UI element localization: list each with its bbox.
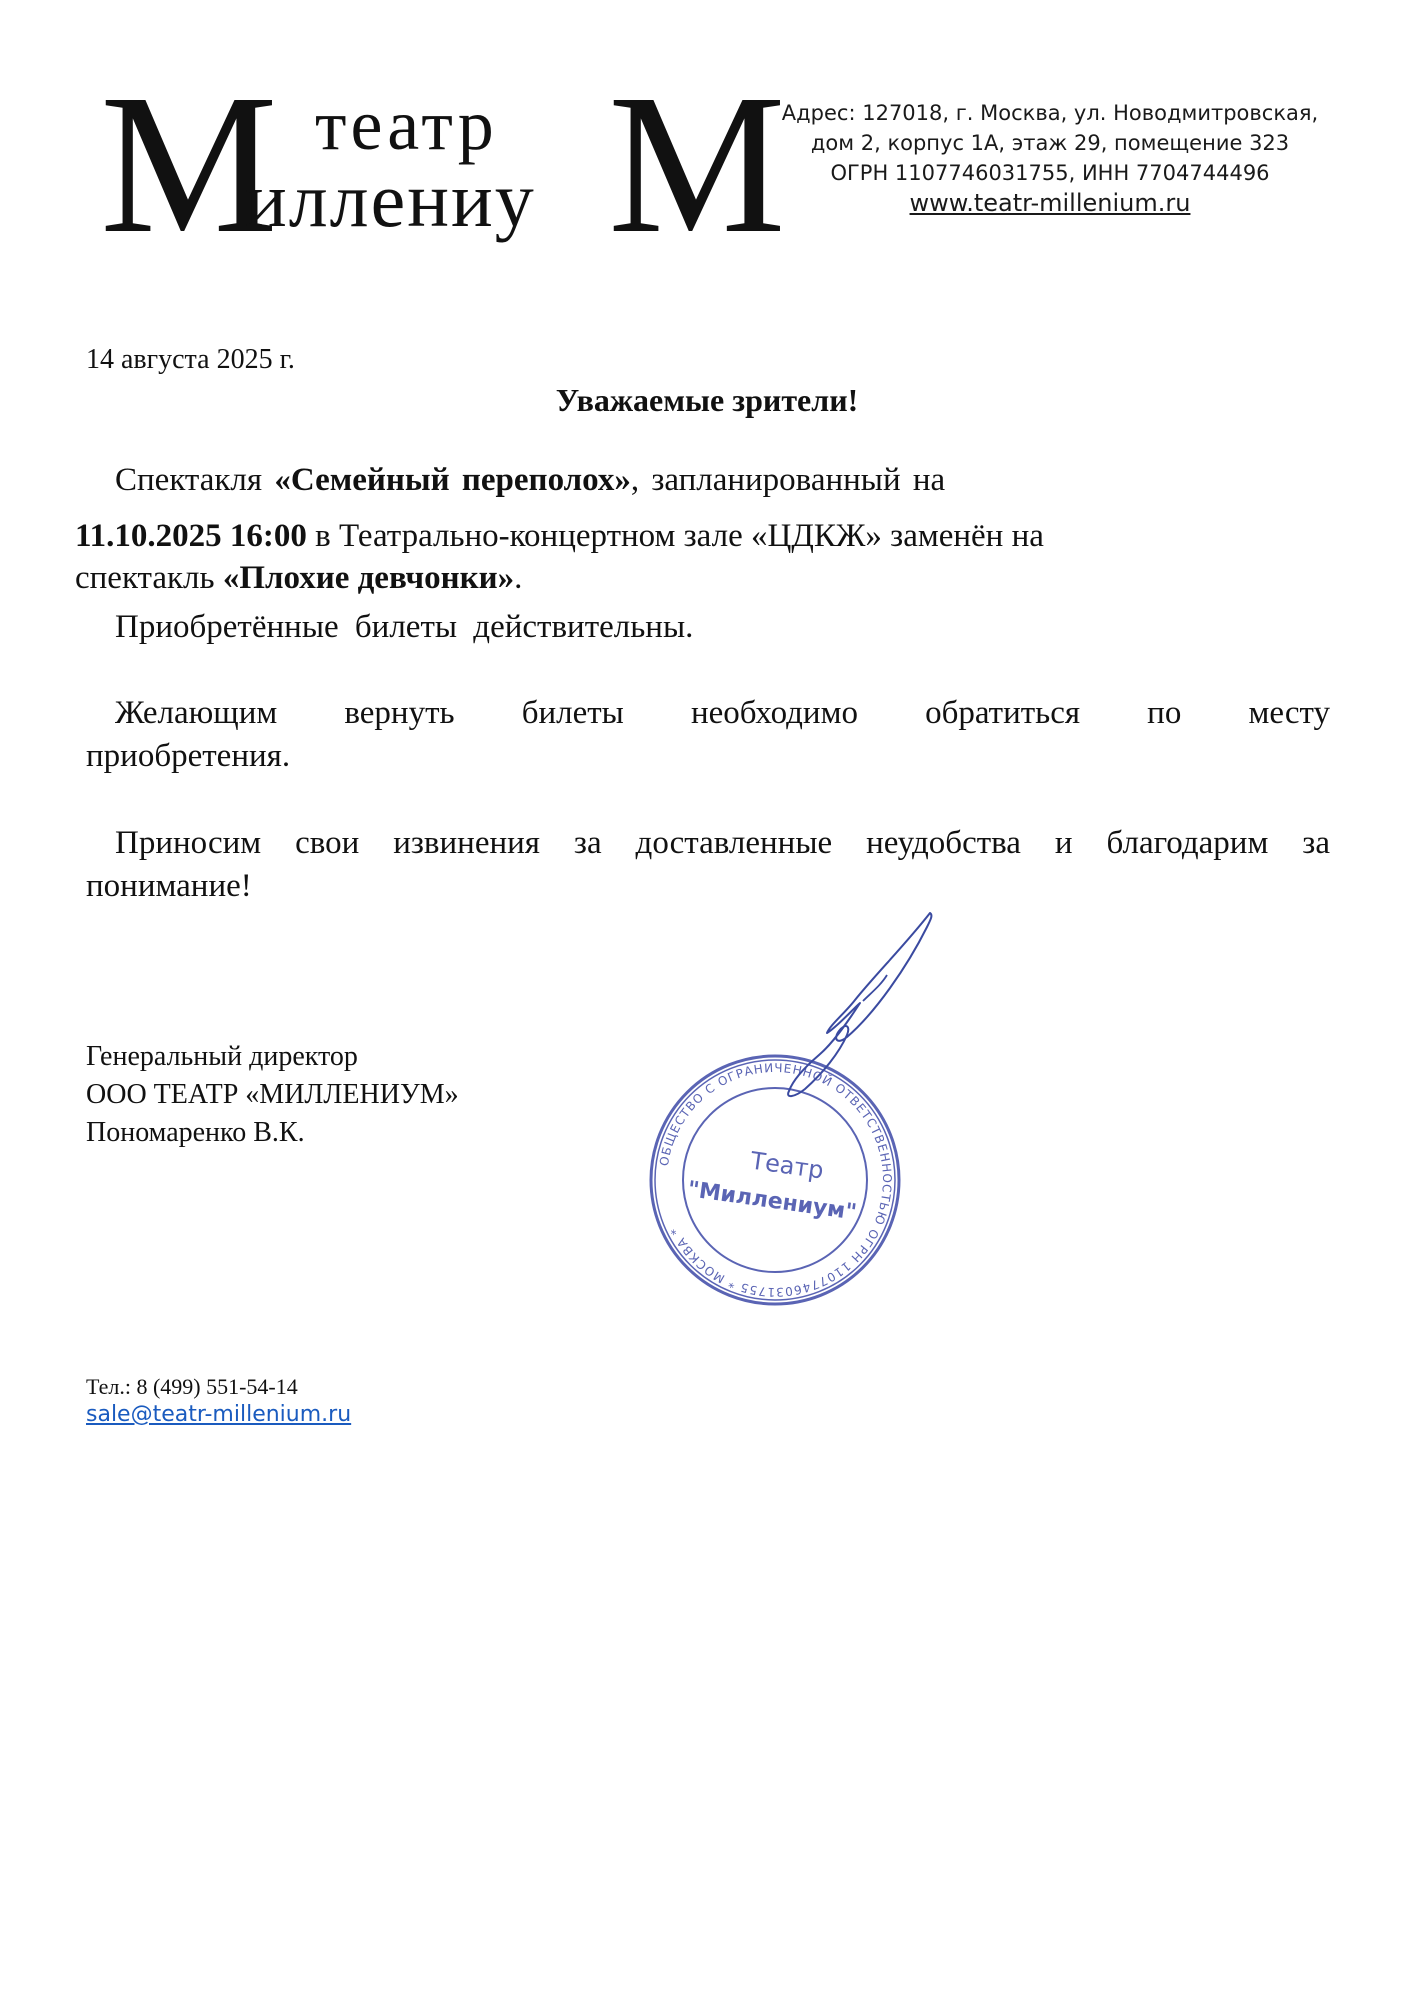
address-line-2: дом 2, корпус 1А, этаж 29, помещение 323 — [810, 131, 1290, 155]
p3-word: билеты — [521, 695, 624, 731]
seal-center-top: Театр — [748, 1146, 826, 1185]
signature-block — [86, 1038, 459, 1152]
p4-word: за — [573, 825, 602, 861]
p1-end: . — [514, 560, 523, 596]
p1-mid: , запланированный на — [630, 462, 946, 498]
p3-word: по — [1147, 695, 1182, 731]
p3-word: месту — [1248, 695, 1330, 731]
paragraph-4-line-1 — [115, 825, 1330, 862]
paragraph-3-line-1 — [115, 695, 1330, 732]
p3-word: вернуть — [344, 695, 455, 731]
p4-word: и — [1054, 825, 1073, 861]
p4-word: благодарим — [1106, 825, 1269, 861]
signer-title: Генеральный директор — [86, 1041, 358, 1072]
new-show-title: «Плохие девчонки» — [222, 560, 515, 596]
letterhead-contacts — [770, 98, 1330, 218]
letter-greeting: Уважаемые зрители! — [555, 382, 859, 418]
phone-number: Тел.: 8 (499) 551-54-14 — [86, 1374, 298, 1399]
website-link[interactable]: www.teatr-millenium.ru — [909, 189, 1191, 217]
p4-word: за — [1302, 825, 1330, 861]
p4-word: Приносим — [115, 825, 262, 861]
paragraph-3-line-2: приобретения. — [86, 738, 291, 774]
seal-center-bottom: "Миллениум" — [685, 1177, 859, 1226]
handwritten-signature — [735, 905, 955, 1105]
p4-word: свои — [295, 825, 360, 861]
paragraph-1-line-3 — [75, 560, 522, 597]
p1-venue: в Театрально-концертном зале «ЦДКЖ» заменён на — [306, 518, 1044, 554]
logo-word-top: театр — [315, 85, 498, 165]
paragraph-4-line-2: понимание! — [86, 868, 252, 904]
p3-word: Желающим — [115, 695, 278, 731]
p3-word: обратиться — [925, 695, 1081, 731]
seal-ring-text: ОБЩЕСТВО С ОГРАНИЧЕННОЙ ОТВЕТСТВЕННОСТЬЮ ОГРН 1107746031755 * МОСКВА * — [656, 1060, 895, 1300]
p1-prefix: Спектакля — [115, 462, 275, 498]
signer-name: Пономаренко В.К. — [86, 1117, 305, 1148]
email-link[interactable]: sale@teatr-millenium.ru — [86, 1402, 352, 1427]
p4-word: доставленные — [635, 825, 833, 861]
paragraph-1-line-2 — [75, 518, 1044, 555]
old-show-title: «Семейный переполох» — [274, 462, 631, 498]
logo-word-bottom: иллениу — [245, 156, 536, 243]
logo-letter-left: М — [100, 54, 278, 275]
registration-numbers: ОГРН 1107746031755, ИНН 7704744496 — [830, 161, 1270, 185]
letter-date: 14 августа 2025 г. — [86, 344, 295, 375]
signer-company: ООО ТЕАТР «МИЛЛЕНИУМ» — [86, 1079, 459, 1110]
paragraph-2: Приобретённые билеты действительны. — [115, 609, 694, 645]
show-datetime: 11.10.2025 16:00 — [75, 518, 307, 554]
p1-new-prefix: спектакль — [75, 560, 223, 596]
paragraph-1-line-1 — [115, 462, 945, 499]
address-line-1: Адрес: 127018, г. Москва, ул. Новодмитровская, — [781, 101, 1319, 125]
p3-word: необходимо — [690, 695, 858, 731]
theatre-logo — [100, 54, 786, 275]
logo-letter-right: М — [608, 54, 786, 275]
p4-word: неудобства — [866, 825, 1021, 861]
p4-word: извинения — [393, 825, 540, 861]
